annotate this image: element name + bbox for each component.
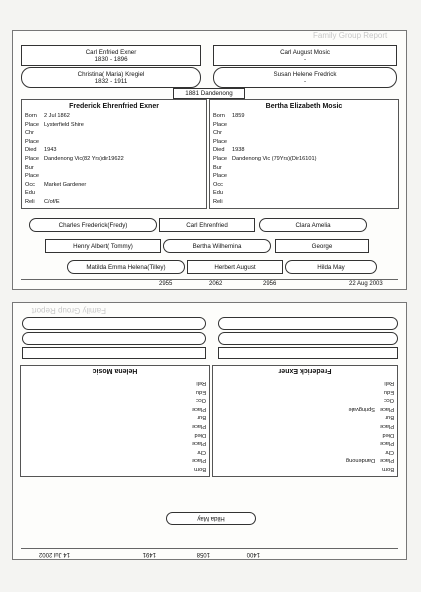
fact-label: Occ	[196, 397, 206, 404]
fact-label: Born	[194, 466, 206, 472]
child-7[interactable]	[67, 260, 185, 274]
husband-father-name: Carl Enfried Exner	[85, 48, 137, 56]
fact-label: Chr	[213, 130, 223, 137]
bottom-box-5[interactable]	[22, 332, 206, 345]
child-5-name: Bertha Wilhemina	[192, 242, 242, 250]
fact-value: Market Gardener	[44, 181, 87, 188]
bottom-husband-panel	[212, 365, 398, 477]
fact-label: Reli	[196, 380, 206, 386]
fact-value: Dandenong	[346, 457, 375, 464]
bottom-box-2[interactable]	[218, 332, 398, 345]
bottom-ghost-title: Family Group Report	[31, 306, 106, 315]
wife-mother-box[interactable]	[213, 67, 397, 88]
bottom-husband-name: Frederick Exner	[278, 367, 332, 374]
fact-label: Bur	[197, 414, 206, 421]
fact-label: Reli	[25, 199, 35, 205]
child-5[interactable]	[163, 239, 271, 253]
fact-label: Place	[192, 440, 206, 447]
fact-label: Bur	[213, 164, 222, 171]
fact-label: Chr	[384, 448, 394, 455]
footer-id-1: 2955	[159, 281, 173, 287]
fact-label: Place	[25, 121, 39, 128]
fact-value: 1938	[232, 147, 245, 154]
child-2-name: Carl Ehrenfried	[186, 221, 228, 229]
fact-label: Bur	[385, 414, 394, 421]
fact-value: C/of/E	[44, 199, 60, 205]
fact-label: Died	[25, 147, 37, 154]
fact-label: Died	[382, 431, 394, 438]
bottom-child-name: Hilda May	[197, 515, 225, 522]
child-9-name: Hilda May	[317, 263, 345, 271]
child-6-name: George	[311, 242, 333, 250]
child-8-name: Herbert August	[214, 263, 256, 271]
wife-name: Bertha Elizabeth Mosic	[265, 103, 343, 110]
top-family-sheet	[12, 30, 407, 290]
husband-name: Frederick Ehrenfried Exner	[69, 103, 159, 110]
bottom-box-6[interactable]	[22, 317, 206, 330]
bottom-box-1[interactable]	[218, 347, 398, 359]
fact-value: Springvale	[348, 405, 375, 412]
child-8[interactable]	[187, 260, 283, 274]
child-1-name: Charles Frederick(Fredy)	[58, 221, 128, 229]
bottom-wife-name: Helena Mosic	[92, 367, 138, 374]
child-1[interactable]	[29, 218, 157, 232]
footer-divider	[21, 279, 398, 280]
footer-date: 22 Aug 2003	[349, 281, 383, 287]
bottom-footer-id-3: 1491	[142, 551, 156, 557]
fact-label: Place	[380, 457, 394, 464]
fact-label: Died	[213, 147, 225, 154]
husband-father-years: 1830 - 1896	[94, 55, 128, 63]
marriage-box	[173, 88, 245, 99]
bottom-footer-id-2: 1058	[196, 551, 210, 557]
wife-panel	[209, 99, 399, 209]
fact-value: Dandenong Vic (79Yrs)(Dir16101)	[232, 156, 317, 162]
child-4-name: Henry Albert( Tommy)	[73, 242, 133, 250]
fact-label: Place	[213, 138, 227, 145]
fact-label: Place	[380, 405, 394, 412]
child-3[interactable]	[259, 218, 367, 232]
fact-label: Edu	[25, 190, 35, 197]
husband-father-box[interactable]	[21, 45, 201, 66]
fact-label: Place	[213, 121, 227, 128]
fact-label: Occ	[384, 397, 394, 404]
child-9[interactable]	[285, 260, 377, 274]
wife-mother-name: Susan Helene Fredrick	[273, 70, 337, 78]
fact-label: Born	[25, 113, 37, 119]
fact-label: Chr	[196, 448, 206, 455]
fact-label: Place	[192, 405, 206, 412]
fact-label: Bur	[25, 164, 34, 171]
footer-id-2: 2062	[209, 281, 223, 287]
husband-mother-years: 1832 - 1911	[94, 77, 128, 85]
wife-mother-years: -	[303, 77, 307, 85]
fact-label: Place	[380, 423, 394, 429]
fact-label: Born	[382, 466, 394, 472]
fact-label: Edu	[196, 388, 206, 395]
fact-label: Occ	[213, 181, 223, 188]
child-3-name: Clara Amelia	[295, 221, 331, 229]
child-2[interactable]	[159, 218, 255, 232]
bottom-wife-panel	[20, 365, 210, 477]
fact-label: Place	[192, 423, 206, 429]
bottom-footer-date: 14 Jul 2002	[38, 551, 70, 557]
bottom-footer-divider	[21, 548, 398, 549]
wife-father-box[interactable]	[213, 45, 397, 66]
fact-label: Edu	[213, 190, 223, 197]
bottom-footer-id-1: 1400	[246, 551, 260, 557]
fact-value: 2 Jul 1862	[44, 113, 70, 119]
fact-value: 1859	[232, 113, 245, 119]
bottom-family-sheet-inverted	[12, 302, 407, 560]
wife-father-years: -	[303, 55, 307, 63]
fact-label: Born	[213, 113, 225, 119]
fact-label: Edu	[384, 388, 394, 395]
fact-value: Dandenong Vic(82 Yrs)dir19622	[44, 156, 124, 162]
fact-label: Place	[25, 156, 39, 162]
fact-label: Occ	[25, 181, 35, 188]
child-6[interactable]	[275, 239, 369, 253]
bottom-box-3[interactable]	[218, 317, 398, 330]
bottom-box-4[interactable]	[22, 347, 206, 359]
fact-label: Chr	[25, 130, 35, 137]
wife-father-name: Carl August Mosic	[280, 48, 330, 56]
child-7-name: Matilda Emma Helena(Tilley)	[86, 263, 166, 271]
fact-label: Place	[213, 156, 227, 162]
fact-label: Place	[25, 138, 39, 145]
fact-label: Place	[380, 440, 394, 447]
husband-mother-box[interactable]	[21, 67, 201, 88]
fact-value: 1943	[44, 147, 57, 154]
footer-id-3: 2956	[263, 281, 277, 287]
child-4[interactable]	[45, 239, 161, 253]
ghost-title: Family Group Report	[313, 31, 388, 40]
fact-value: Lysterfield Shire	[44, 121, 84, 128]
fact-label: Reli	[213, 199, 223, 205]
bottom-child[interactable]	[166, 512, 256, 525]
fact-label: Place	[25, 173, 39, 180]
fact-label: Died	[194, 431, 206, 438]
fact-label: Reli	[384, 380, 394, 386]
fact-label: Place	[192, 457, 206, 464]
marriage-info: 1881 Dandenong	[185, 90, 233, 97]
husband-panel	[21, 99, 207, 209]
husband-mother-name: Christina( Maria) Kregiel	[77, 70, 145, 78]
fact-label: Place	[213, 173, 227, 180]
